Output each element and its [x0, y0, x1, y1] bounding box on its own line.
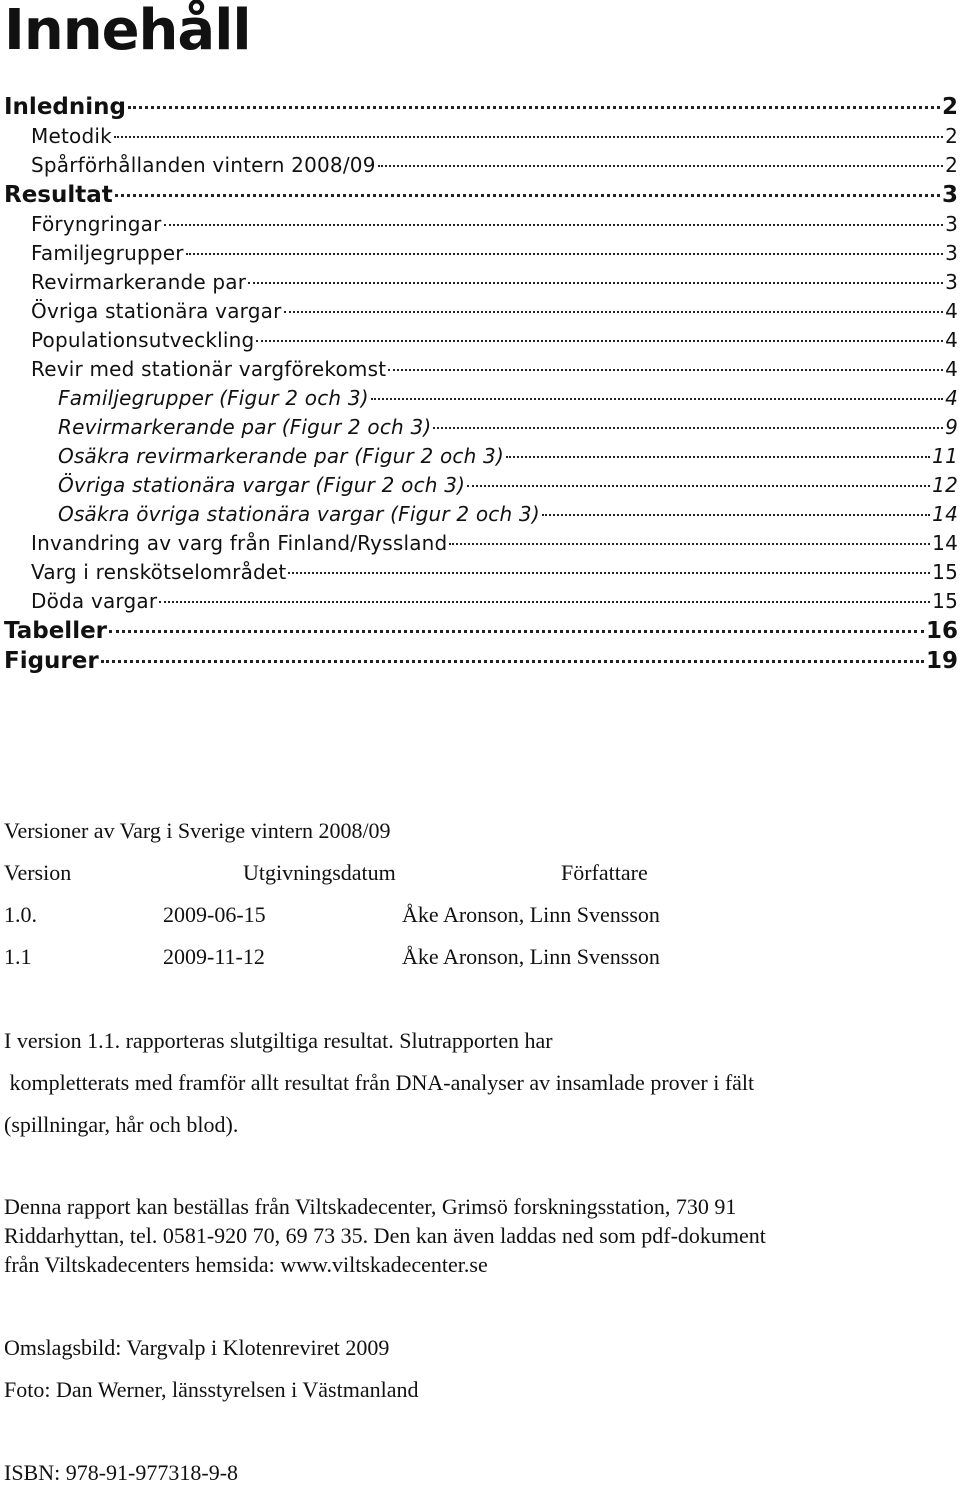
toc-entry-page-number: 3	[945, 270, 958, 294]
toc-dot-leader	[449, 543, 930, 545]
toc-dot-leader	[388, 369, 943, 371]
toc-entry[interactable]	[4, 153, 958, 182]
toc-entry-label: Osäkra övriga stationära vargar (Figur 2 och 3)	[58, 502, 540, 526]
toc-dot-leader	[371, 398, 943, 400]
toc-entry-label: Inledning	[4, 94, 126, 120]
toc-dot-leader	[378, 165, 943, 167]
toc-entry-label: Familjegrupper	[31, 241, 184, 265]
toc-entry-label: Döda vargar	[31, 589, 158, 613]
toc-entry-page-number: 4	[945, 386, 958, 410]
toc-entry-page-number: 14	[932, 502, 958, 526]
toc-entry-page-number: 3	[945, 212, 958, 236]
toc-entry-label: Familjegrupper (Figur 2 och 3)	[58, 386, 369, 410]
toc-entry-page-number: 4	[945, 357, 958, 381]
toc-entry-label: Invandring av varg från Finland/Ryssland	[31, 531, 448, 555]
version-note-line-2: kompletterats med framför allt resultat från DNA-analyser av insamlade prover i fält	[4, 1070, 755, 1095]
toc-dot-leader	[433, 427, 943, 429]
order-info-line-3: från Viltskadecenters hemsida: www.viltskadecenter.se	[4, 1252, 488, 1277]
toc-entry-label: Övriga stationära vargar (Figur 2 och 3)	[58, 473, 466, 497]
toc-entry-label: Föryngringar	[31, 212, 162, 236]
toc-entry[interactable]	[4, 182, 958, 212]
version-row-1-date: 2009-06-15	[163, 902, 266, 927]
toc-entry-label: Revir med stationär vargförekomst	[31, 357, 387, 381]
toc-dot-leader	[128, 106, 940, 109]
toc-dot-leader	[164, 224, 944, 226]
toc-entry[interactable]	[4, 444, 958, 473]
toc-entry[interactable]	[4, 328, 958, 357]
version-row-2-version: 1.1	[4, 944, 32, 969]
toc-entry-label: Populationsutveckling	[31, 328, 255, 352]
toc-entry[interactable]	[4, 618, 958, 648]
toc-entry[interactable]	[4, 531, 958, 560]
toc-entry-page-number: 16	[925, 618, 958, 644]
toc-entry[interactable]	[4, 648, 958, 678]
toc-dot-leader	[542, 514, 930, 516]
table-of-contents	[4, 94, 958, 678]
toc-entry[interactable]	[4, 124, 958, 153]
order-info-line-1: Denna rapport kan beställas från Viltskadecenter, Grimsö forskningsstation, 730 91	[4, 1194, 737, 1219]
versions-heading: Versioner av Varg i Sverige vintern 2008/09	[4, 818, 391, 843]
toc-entry-page-number: 2	[941, 94, 958, 120]
version-row-1-author: Åke Aronson, Linn Svensson	[402, 902, 660, 927]
toc-dot-leader	[288, 572, 930, 574]
toc-entry[interactable]	[4, 357, 958, 386]
toc-dot-leader	[467, 485, 930, 487]
toc-entry-page-number: 2	[945, 153, 958, 177]
version-note-line-1: I version 1.1. rapporteras slutgiltiga resultat. Slutrapporten har	[4, 1028, 553, 1053]
toc-entry[interactable]	[4, 299, 958, 328]
isbn: ISBN: 978-91-977318-9-8	[4, 1460, 239, 1485]
toc-entry-page-number: 4	[945, 328, 958, 352]
toc-dot-leader	[159, 601, 930, 603]
toc-entry-label: Övriga stationära vargar	[31, 299, 282, 323]
toc-entry-label: Tabeller	[4, 618, 108, 644]
toc-entry[interactable]	[4, 270, 958, 299]
toc-dot-leader	[284, 311, 944, 313]
toc-entry-label: Metodik	[31, 124, 112, 148]
toc-entry[interactable]	[4, 94, 958, 124]
toc-entry-page-number: 15	[932, 560, 958, 584]
versions-col-author: Författare	[561, 860, 648, 885]
toc-dot-leader	[186, 253, 943, 255]
versions-col-version: Version	[4, 860, 72, 885]
toc-entry-label: Resultat	[4, 182, 113, 208]
toc-dot-leader	[115, 194, 940, 197]
toc-entry-page-number: 11	[932, 444, 958, 468]
toc-entry-page-number: 9	[945, 415, 958, 439]
toc-entry-page-number: 2	[945, 124, 958, 148]
toc-entry-page-number: 14	[932, 531, 958, 555]
toc-entry-label: Osäkra revirmarkerande par (Figur 2 och 3)	[58, 444, 504, 468]
toc-entry[interactable]	[4, 212, 958, 241]
toc-entry-page-number: 12	[932, 473, 958, 497]
page-title: Innehåll	[4, 0, 251, 63]
toc-entry-page-number: 3	[941, 182, 958, 208]
toc-dot-leader	[114, 136, 943, 138]
toc-dot-leader	[256, 340, 943, 342]
toc-entry[interactable]	[4, 560, 958, 589]
photo-credit: Foto: Dan Werner, länsstyrelsen i Västmanland	[4, 1377, 419, 1402]
toc-entry-page-number: 15	[932, 589, 958, 613]
version-row-1-version: 1.0.	[4, 902, 37, 927]
version-note-line-3: (spillningar, hår och blod).	[4, 1112, 239, 1137]
toc-entry[interactable]	[4, 502, 958, 531]
toc-dot-leader	[101, 660, 924, 663]
toc-entry[interactable]	[4, 415, 958, 444]
version-row-2-author: Åke Aronson, Linn Svensson	[402, 944, 660, 969]
toc-entry-page-number: 3	[945, 241, 958, 265]
toc-entry-page-number: 19	[925, 648, 958, 674]
toc-dot-leader	[506, 456, 930, 458]
versions-col-date: Utgivningsdatum	[243, 860, 396, 885]
toc-entry-label: Revirmarkerande par	[31, 270, 247, 294]
toc-entry[interactable]	[4, 241, 958, 270]
toc-dot-leader	[248, 282, 943, 284]
toc-entry[interactable]	[4, 473, 958, 502]
toc-entry-label: Figurer	[4, 648, 99, 674]
toc-entry-label: Spårförhållanden vintern 2008/09	[31, 153, 376, 177]
toc-entry-label: Varg i renskötselområdet	[31, 560, 287, 584]
toc-entry[interactable]	[4, 386, 958, 415]
toc-entry-label: Revirmarkerande par (Figur 2 och 3)	[58, 415, 432, 439]
toc-entry[interactable]	[4, 589, 958, 618]
order-info-line-2: Riddarhyttan, tel. 0581-920 70, 69 73 35. Den kan även laddas ned som pdf-dokument	[4, 1223, 766, 1248]
toc-dot-leader	[109, 630, 924, 633]
version-row-2-date: 2009-11-12	[163, 944, 265, 969]
toc-entry-page-number: 4	[945, 299, 958, 323]
cover-caption: Omslagsbild: Vargvalp i Klotenreviret 2009	[4, 1335, 390, 1360]
